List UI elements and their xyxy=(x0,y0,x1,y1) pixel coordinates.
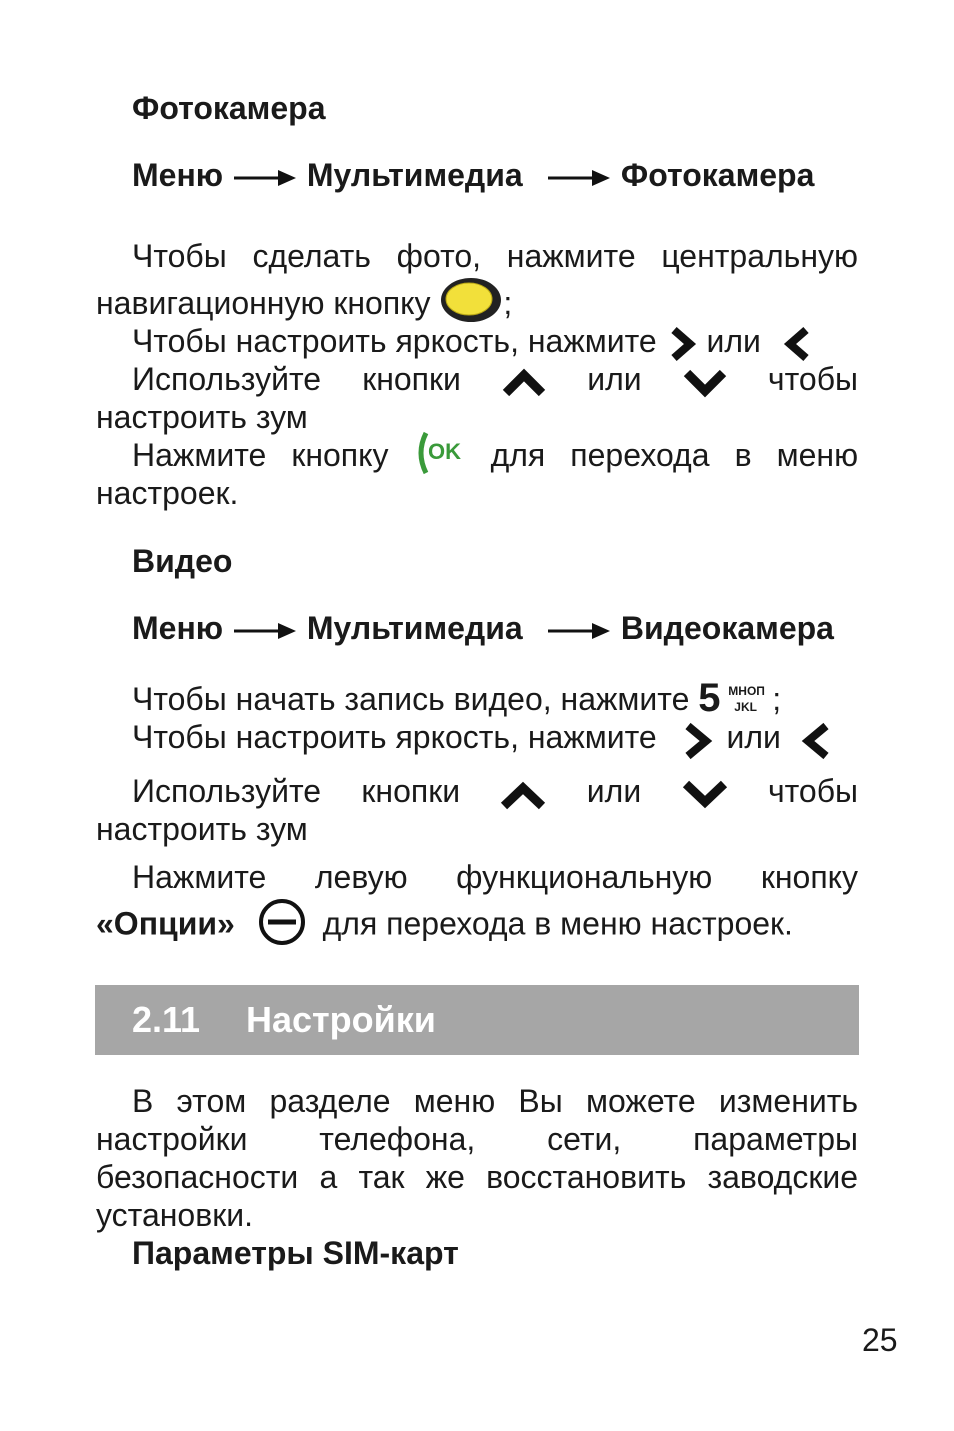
video-heading: Видео xyxy=(132,543,233,579)
ok-key-label: OK xyxy=(427,438,461,464)
video-zoom-line: Используйте кнопки или чтобы xyxy=(132,773,858,812)
key-5-icon: 5 МНОП JKL xyxy=(698,675,765,720)
path-item-multimedia: Мультимедиа xyxy=(306,157,523,193)
right-arrow-icon xyxy=(546,168,612,188)
path-item-camera: Фотокамера xyxy=(620,157,815,193)
right-arrow-icon xyxy=(546,621,612,641)
right-arrow-icon xyxy=(232,168,298,188)
section-header-bar xyxy=(95,985,859,1055)
page-number: 25 xyxy=(862,1322,898,1358)
down-key-icon xyxy=(682,776,728,812)
left-key-icon xyxy=(778,326,818,362)
down-key-icon xyxy=(683,365,727,399)
photo-menu-path xyxy=(132,157,523,194)
section-title: Настройки xyxy=(246,999,436,1040)
video-zoom-line-2: настроить зум xyxy=(96,811,308,847)
video-options-line-2: «Опции» для перехода в меню настроек. xyxy=(96,905,793,947)
section-line-2: настройки телефона, сети, параметры xyxy=(96,1121,858,1157)
photo-menu-path-tail xyxy=(546,157,814,194)
up-key-icon xyxy=(500,776,546,812)
right-key-icon xyxy=(678,720,718,760)
path-item-menu: Меню xyxy=(132,610,224,646)
left-soft-key-icon xyxy=(258,897,314,947)
photo-zoom-line: Используйте кнопки или чтобы xyxy=(132,361,859,397)
right-arrow-icon xyxy=(232,621,298,641)
path-item-videocamera: Видеокамера xyxy=(620,610,834,646)
path-item-multimedia: Мультимедиа xyxy=(306,610,523,646)
photo-zoom-line-2: настроить зум xyxy=(96,399,308,435)
video-menu-path-tail xyxy=(546,610,834,647)
options-label: «Опции» xyxy=(96,905,235,942)
photo-line-2: навигационную кнопку ; xyxy=(96,285,512,325)
photo-ok-line-2: настроек. xyxy=(96,475,239,511)
video-record-line: Чтобы начать запись видео, нажмите 5 МНОП JKL ; xyxy=(132,675,782,720)
sim-settings-heading: Параметры SIM-карт xyxy=(132,1235,459,1271)
section-line-4: установки. xyxy=(96,1197,253,1233)
photo-brightness-line: Чтобы настроить яркость, нажмите или xyxy=(132,323,818,362)
section-line-1: В этом разделе меню Вы можете изменить xyxy=(132,1083,859,1119)
video-brightness-line: Чтобы настроить яркость, нажмите или xyxy=(132,719,840,760)
ok-key-icon xyxy=(414,429,466,477)
video-menu-path xyxy=(132,610,523,647)
section-line-3: безопасности а так же восстановить заводские xyxy=(96,1159,858,1195)
center-nav-button-icon xyxy=(439,275,503,325)
section-number: 2.11 xyxy=(132,999,201,1040)
up-key-icon xyxy=(502,365,546,399)
photo-heading: Фотокамера xyxy=(132,90,326,126)
right-key-icon xyxy=(666,326,698,362)
left-key-icon xyxy=(796,720,840,760)
path-item-menu: Меню xyxy=(132,157,224,193)
video-options-line: Нажмите левую функциональную кнопку xyxy=(132,859,859,895)
photo-ok-line: Нажмите кнопку OK для перехода в меню xyxy=(132,437,858,477)
photo-line-1: Чтобы сделать фото, нажмите центральную xyxy=(132,238,859,274)
